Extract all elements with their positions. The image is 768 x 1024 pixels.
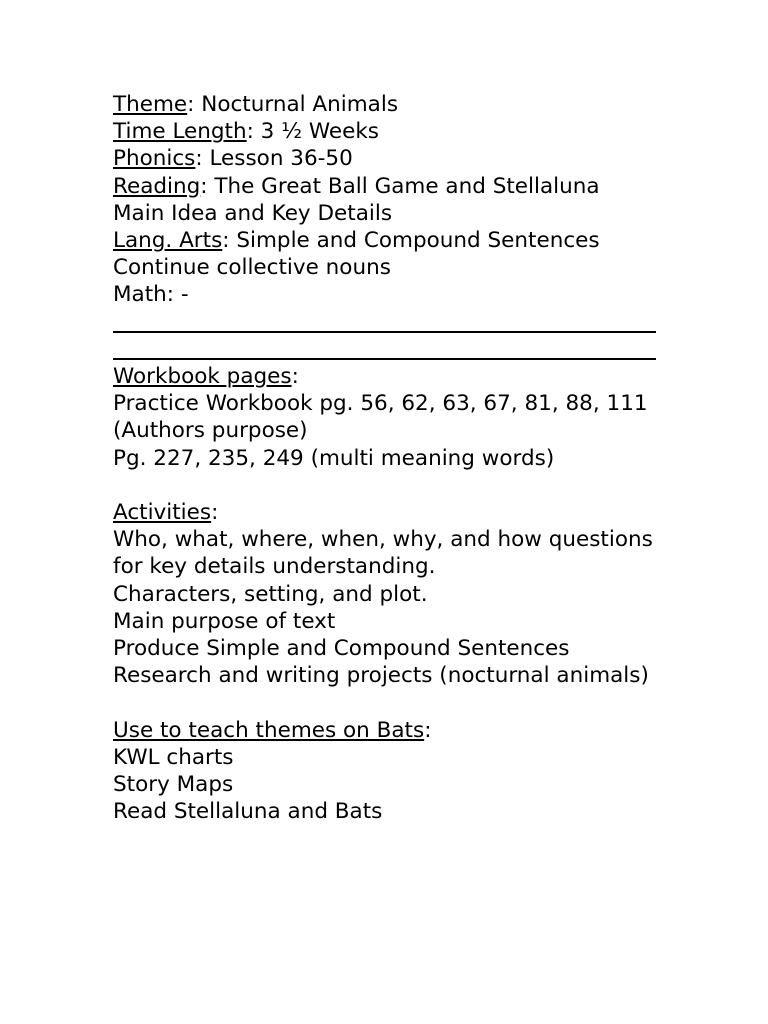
activity-item: Who, what, where, when, why, and how questions for key details understanding. bbox=[113, 527, 653, 580]
phonics-value: : Lesson 36-50 bbox=[195, 146, 353, 172]
activity-item: Produce Simple and Compound Sentences bbox=[113, 636, 570, 662]
spacer bbox=[113, 689, 661, 716]
theme-line bbox=[113, 91, 661, 118]
bats-heading bbox=[113, 717, 661, 744]
document-page bbox=[113, 91, 661, 825]
activities-colon: : bbox=[211, 500, 219, 525]
theme-label: Theme bbox=[113, 92, 188, 117]
lang-arts-value: : Simple and Compound Sentences bbox=[222, 228, 600, 254]
workbook-label: Workbook pages bbox=[113, 364, 292, 389]
divider-rule bbox=[113, 336, 661, 363]
spacer bbox=[113, 472, 661, 499]
reading-value: : The Great Ball Game and Stellaluna bbox=[200, 173, 600, 199]
activity-item: Characters, setting, and plot. bbox=[113, 581, 428, 607]
lang-arts-detail-line: Continue collective nouns bbox=[113, 255, 391, 281]
lang-arts-label: Lang. Arts bbox=[113, 228, 223, 254]
phonics-line bbox=[113, 145, 661, 172]
lang-arts-line bbox=[113, 227, 661, 254]
phonics-label: Phonics bbox=[113, 146, 196, 172]
workbook-colon: : bbox=[291, 364, 299, 389]
time-length-value: : 3 ½ Weeks bbox=[246, 119, 379, 145]
activity-item: Main purpose of text bbox=[113, 608, 336, 634]
bats-label: Use to teach themes on Bats bbox=[113, 717, 425, 743]
bats-colon: : bbox=[424, 717, 432, 743]
bats-item: Read Stellaluna and Bats bbox=[113, 799, 383, 825]
reading-line bbox=[113, 173, 661, 200]
workbook-line: Practice Workbook pg. 56, 62, 63, 67, 81, 88, 111 (Authors purpose) bbox=[113, 391, 648, 444]
theme-value: : Nocturnal Animals bbox=[187, 92, 399, 117]
time-length-label: Time Length bbox=[113, 119, 247, 145]
reading-label: Reading bbox=[113, 173, 201, 199]
bats-item: Story Maps bbox=[113, 772, 234, 798]
bats-item: KWL charts bbox=[113, 744, 234, 770]
workbook-line: Pg. 227, 235, 249 (multi meaning words) bbox=[113, 445, 555, 471]
time-length-line bbox=[113, 118, 661, 145]
activities-label: Activities bbox=[113, 500, 212, 525]
reading-detail-line: Main Idea and Key Details bbox=[113, 200, 393, 226]
workbook-heading bbox=[113, 363, 661, 390]
divider-rule bbox=[113, 309, 661, 336]
math-line: Math: - bbox=[113, 282, 189, 308]
activities-heading bbox=[113, 499, 661, 526]
activity-item: Research and writing projects (nocturnal animals) bbox=[113, 663, 649, 689]
